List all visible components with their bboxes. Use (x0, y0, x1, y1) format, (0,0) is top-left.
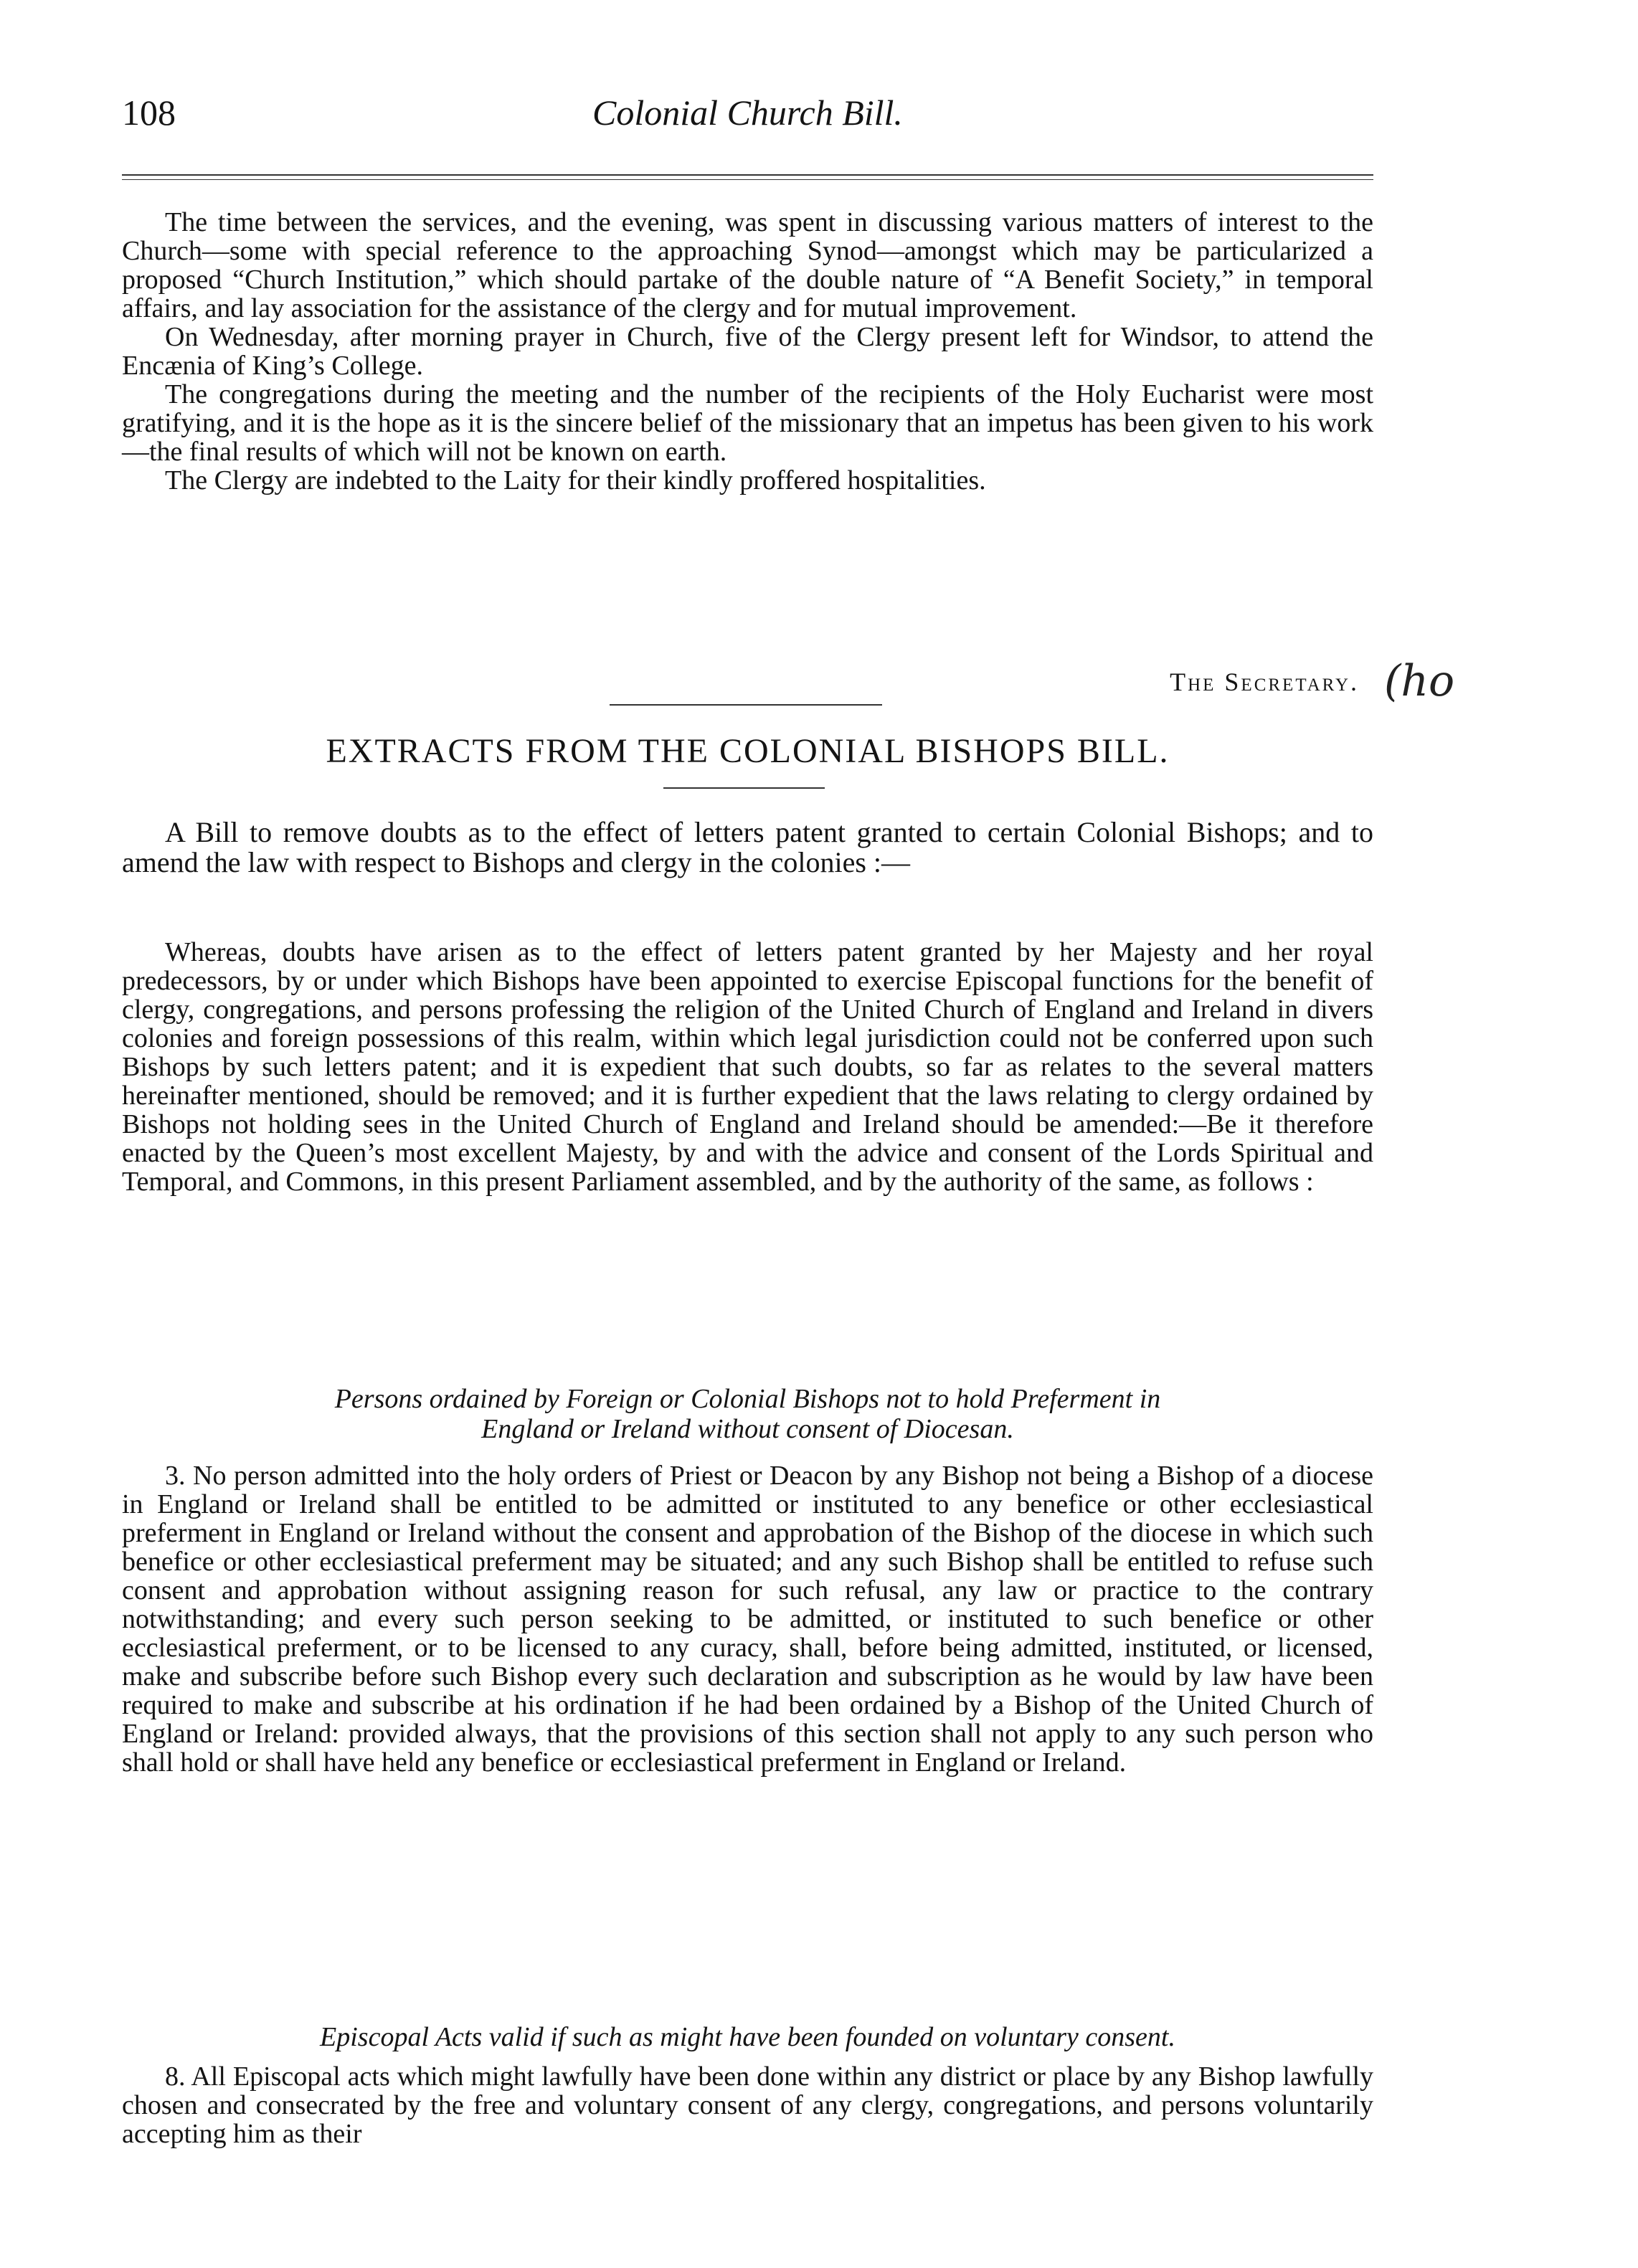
report-paragraph-3: The congregations during the meeting and the number of the recipients of the Holy Eucharist were most gratifying, and it is the hope as it is the sincere belief of the missionary that an impetus has been given to his work—the final results of which will not be known on earth. (122, 379, 1373, 467)
section-8-text: 8. All Episcopal acts which might lawfully have been done within any district or place by any Bishop lawfully chosen and consecrated by the free and voluntary consent of any clergy, congregations, and persons voluntarily accepting him as their (122, 2061, 1373, 2149)
report-section (122, 208, 1373, 495)
section-3-text: 3. No person admitted into the holy orders of Priest or Deacon by any Bishop not being a Bishop of a diocese in England or Ireland shall be entitled to be admitted or instituted to any benefice or other ecclesiastical preferment in England or Ireland without the consent and approbation of the Bishop of the diocese in which such benefice or other ecclesiastical preferment may be situated; and any such Bishop shall be entitled to refuse such consent and approbation without assigning reason for such refusal, any law or practice to the contrary notwithstanding; and every such person seeking to be admitted, or instituted to such benefice or other ecclesiastical preferment, or to be licensed to any curacy, shall, before being admitted, instituted, or licensed, make and subscribe before such Bishop every such declaration and subscription as he would by law have been required to make and subscribe at his ordination if he had been ordained by a Bishop of the United Church of England or Ireland: provided always, that the provisions of this section shall not apply to any such person who shall hold or shall have held any benefice or ecclesiastical preferment in England or Ireland. (122, 1461, 1373, 1778)
bill-preamble: A Bill to remove doubts as to the effect of letters patent granted to certain Colonial Bishops; and to amend the law with respect to Bishops and clergy in the colonies :— (122, 816, 1373, 878)
section-divider-rule (610, 704, 882, 706)
whereas-paragraph: Whereas, doubts have arisen as to the effect of letters patent granted by her Majesty and her royal predecessors, by or under which Bishops have been appointed to exercise Episcopal functions for the benefit of clergy, congregations, and persons professing the religion of the United Church of England and Ireland in divers colonies and foreign possessions of this realm, within which legal jurisdiction could not be conferred upon such Bishops by such letters patent; and it is expedient that such doubts, so far as relates to the several matters hereinafter mentioned, should be removed; and it is further expedient that the laws relating to clergy ordained by Bishops not holding sees in the United Church of England and Ireland should be amended:—Be it therefore enacted by the Queen’s most excellent Majesty, by and with the advice and consent of the Lords Spiritual and Temporal, and Commons, in this present Parliament assembled, and by the authority of the same, as follows : (122, 937, 1373, 1197)
report-paragraph-1: The time between the services, and the evening, was spent in discussing various matters of interest to the Church—some with special reference to the approaching Synod—amongst which may be particularized a proposed “Church Institution,” which should partake of the double nature of “A Benefit Society,” in temporal affairs, and lay association for the assistance of the clergy and for mutual improvement. (122, 207, 1373, 323)
report-paragraph-2: On Wednesday, after morning prayer in Church, five of the Clergy present left for Windsor, to attend the Encænia of King’s College. (122, 322, 1373, 381)
running-title: Colonial Church Bill. (592, 92, 903, 133)
section-3-heading-line-1: Persons ordained by Foreign or Colonial Bishops not to hold Preferment in (334, 1384, 1161, 1414)
header-rule-secondary (122, 179, 1373, 180)
page-number: 108 (122, 92, 176, 133)
section-3 (122, 1461, 1373, 1777)
report-signature: The Secretary. (1170, 668, 1359, 696)
handwritten-annotation: (ho (1384, 656, 1455, 706)
page-header (122, 92, 1373, 149)
document-page (122, 0, 1373, 2268)
extracts-heading: EXTRACTS FROM THE COLONIAL BISHOPS BILL. (326, 732, 1170, 770)
section-3-heading (122, 1384, 1373, 1444)
bill-preamble-section (122, 817, 1373, 878)
section-8-heading: Episcopal Acts valid if such as might have been founded on voluntary consent. (320, 2022, 1175, 2052)
section-8 (122, 2062, 1373, 2148)
heading-underline-rule (663, 787, 825, 789)
header-rule (122, 174, 1373, 176)
section-3-heading-line-2: England or Ireland without consent of Diocesan. (481, 1414, 1014, 1444)
report-paragraph-4: The Clergy are indebted to the Laity for their kindly proffered hospitalities. (165, 465, 986, 495)
whereas-section (122, 938, 1373, 1196)
